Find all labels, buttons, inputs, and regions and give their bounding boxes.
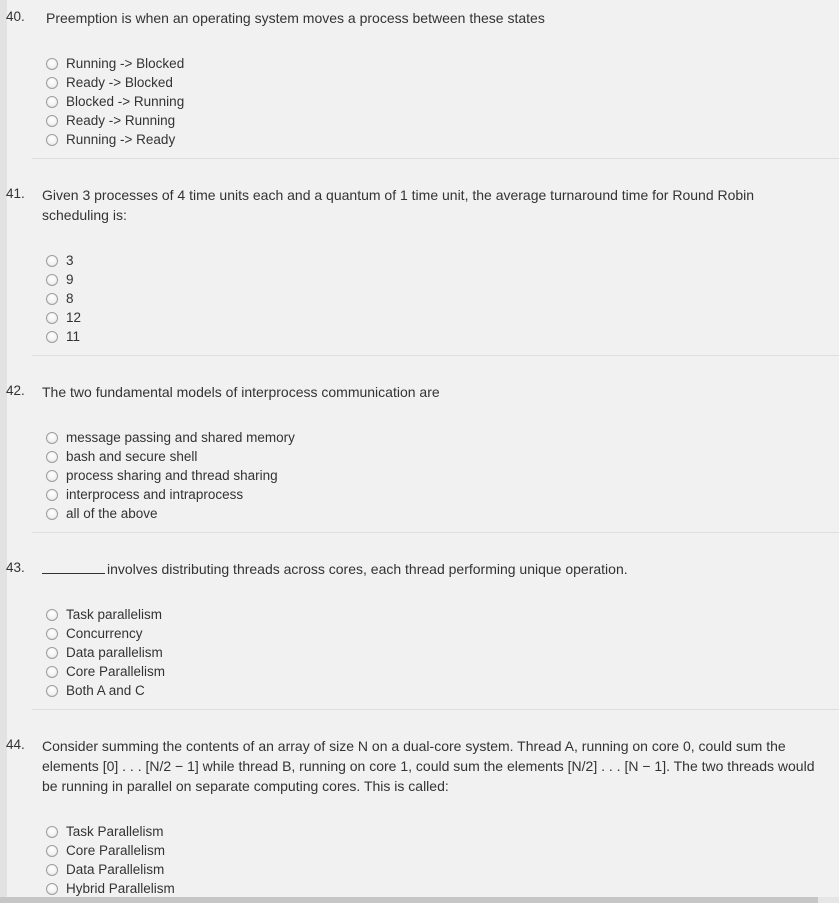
question-43 [6,551,839,710]
radio-button[interactable] [46,647,58,659]
answer-option[interactable] [46,428,295,447]
radio-button[interactable] [46,845,58,857]
option-label: Data Parallelism [66,862,165,877]
answer-option[interactable] [46,879,175,898]
radio-button[interactable] [46,508,58,520]
option-label: Hybrid Parallelism [66,881,175,896]
answer-option[interactable] [46,605,165,624]
option-label: Running -> Ready [66,132,176,147]
answer-option[interactable] [46,841,175,860]
answer-options [46,428,295,523]
radio-button[interactable] [46,432,58,444]
answer-option[interactable] [46,643,165,662]
fill-in-blank [42,560,105,574]
option-label: all of the above [66,506,158,521]
radio-button[interactable] [46,451,58,463]
answer-option[interactable] [46,681,165,700]
radio-button[interactable] [46,331,58,343]
radio-button[interactable] [46,77,58,89]
question-text [42,559,823,579]
answer-option[interactable] [46,624,165,643]
radio-button[interactable] [46,685,58,697]
answer-option[interactable] [46,662,165,681]
question-number: 44. [6,737,25,752]
question-number: 41. [6,186,25,201]
question-41 [6,177,839,356]
option-label: Task parallelism [66,607,163,622]
left-margin-strip [0,0,7,903]
option-label: interprocess and intraprocess [66,487,244,502]
radio-button[interactable] [46,312,58,324]
answer-option[interactable] [46,130,184,149]
option-label: Data parallelism [66,645,163,660]
answer-option[interactable] [46,270,81,289]
answer-option[interactable] [46,54,184,73]
answer-option[interactable] [46,485,295,504]
horizontal-scrollbar[interactable] [0,897,839,903]
option-label: process sharing and thread sharing [66,468,278,483]
answer-options [46,251,81,346]
question-text: Consider summing the contents of an array of size N on a dual-core system. Thread A, running on core 0, could sum the elements [0] . . . [N/2 − 1] while thread B, running on core 1, could sum the elements [N/2] . . . [N − 1]. The two threads would be running in parallel on separate computing cores. This is called: [42,738,815,794]
answer-option[interactable] [46,504,295,523]
option-label: Core Parallelism [66,843,166,858]
radio-button[interactable] [46,864,58,876]
answer-options [46,605,165,700]
radio-button[interactable] [46,826,58,838]
answer-option[interactable] [46,92,184,111]
question-text: Preemption is when an operating system moves a process between these states [46,10,545,26]
question-number: 42. [6,383,25,398]
option-label: 12 [66,310,82,325]
question-44 [6,728,839,903]
radio-button[interactable] [46,470,58,482]
radio-button[interactable] [46,134,58,146]
option-label: Ready -> Running [66,113,176,128]
answer-option[interactable] [46,308,81,327]
option-label: bash and secure shell [66,449,198,464]
answer-option[interactable] [46,111,184,130]
radio-button[interactable] [46,609,58,621]
radio-button[interactable] [46,255,58,267]
option-label: 8 [66,291,74,306]
option-label: message passing and shared memory [66,430,295,445]
option-label: Running -> Blocked [66,56,185,71]
radio-button[interactable] [46,115,58,127]
option-label: 3 [66,253,74,268]
question-text-content: involves distributing threads across cores, each thread performing unique operation. [107,561,628,577]
question-text: Given 3 processes of 4 time units each and a quantum of 1 time unit, the average turnaround time for Round Robin scheduling is: [42,187,755,223]
answer-option[interactable] [46,447,295,466]
answer-option[interactable] [46,73,184,92]
option-label: 9 [66,272,74,287]
radio-button[interactable] [46,96,58,108]
radio-button[interactable] [46,666,58,678]
option-label: 11 [66,329,81,344]
option-label: Both A and C [66,683,145,698]
option-label: Task Parallelism [66,824,164,839]
radio-button[interactable] [46,628,58,640]
answer-options [46,54,184,149]
option-label: Blocked -> Running [66,94,185,109]
question-40 [6,0,839,159]
answer-option[interactable] [46,327,81,346]
answer-option[interactable] [46,289,81,308]
answer-option[interactable] [46,466,295,485]
radio-button[interactable] [46,883,58,895]
answer-option[interactable] [46,822,175,841]
question-number: 40. [6,9,25,24]
scrollbar-thumb[interactable] [0,897,818,903]
answer-option[interactable] [46,860,175,879]
answer-options [46,822,175,898]
radio-button[interactable] [46,489,58,501]
answer-option[interactable] [46,251,81,270]
radio-button[interactable] [46,58,58,70]
radio-button[interactable] [46,274,58,286]
option-label: Ready -> Blocked [66,75,173,90]
question-text: The two fundamental models of interprocess communication are [42,384,440,400]
question-number: 43. [6,560,25,575]
option-label: Core Parallelism [66,664,166,679]
radio-button[interactable] [46,293,58,305]
question-42 [6,374,839,533]
option-label: Concurrency [66,626,143,641]
